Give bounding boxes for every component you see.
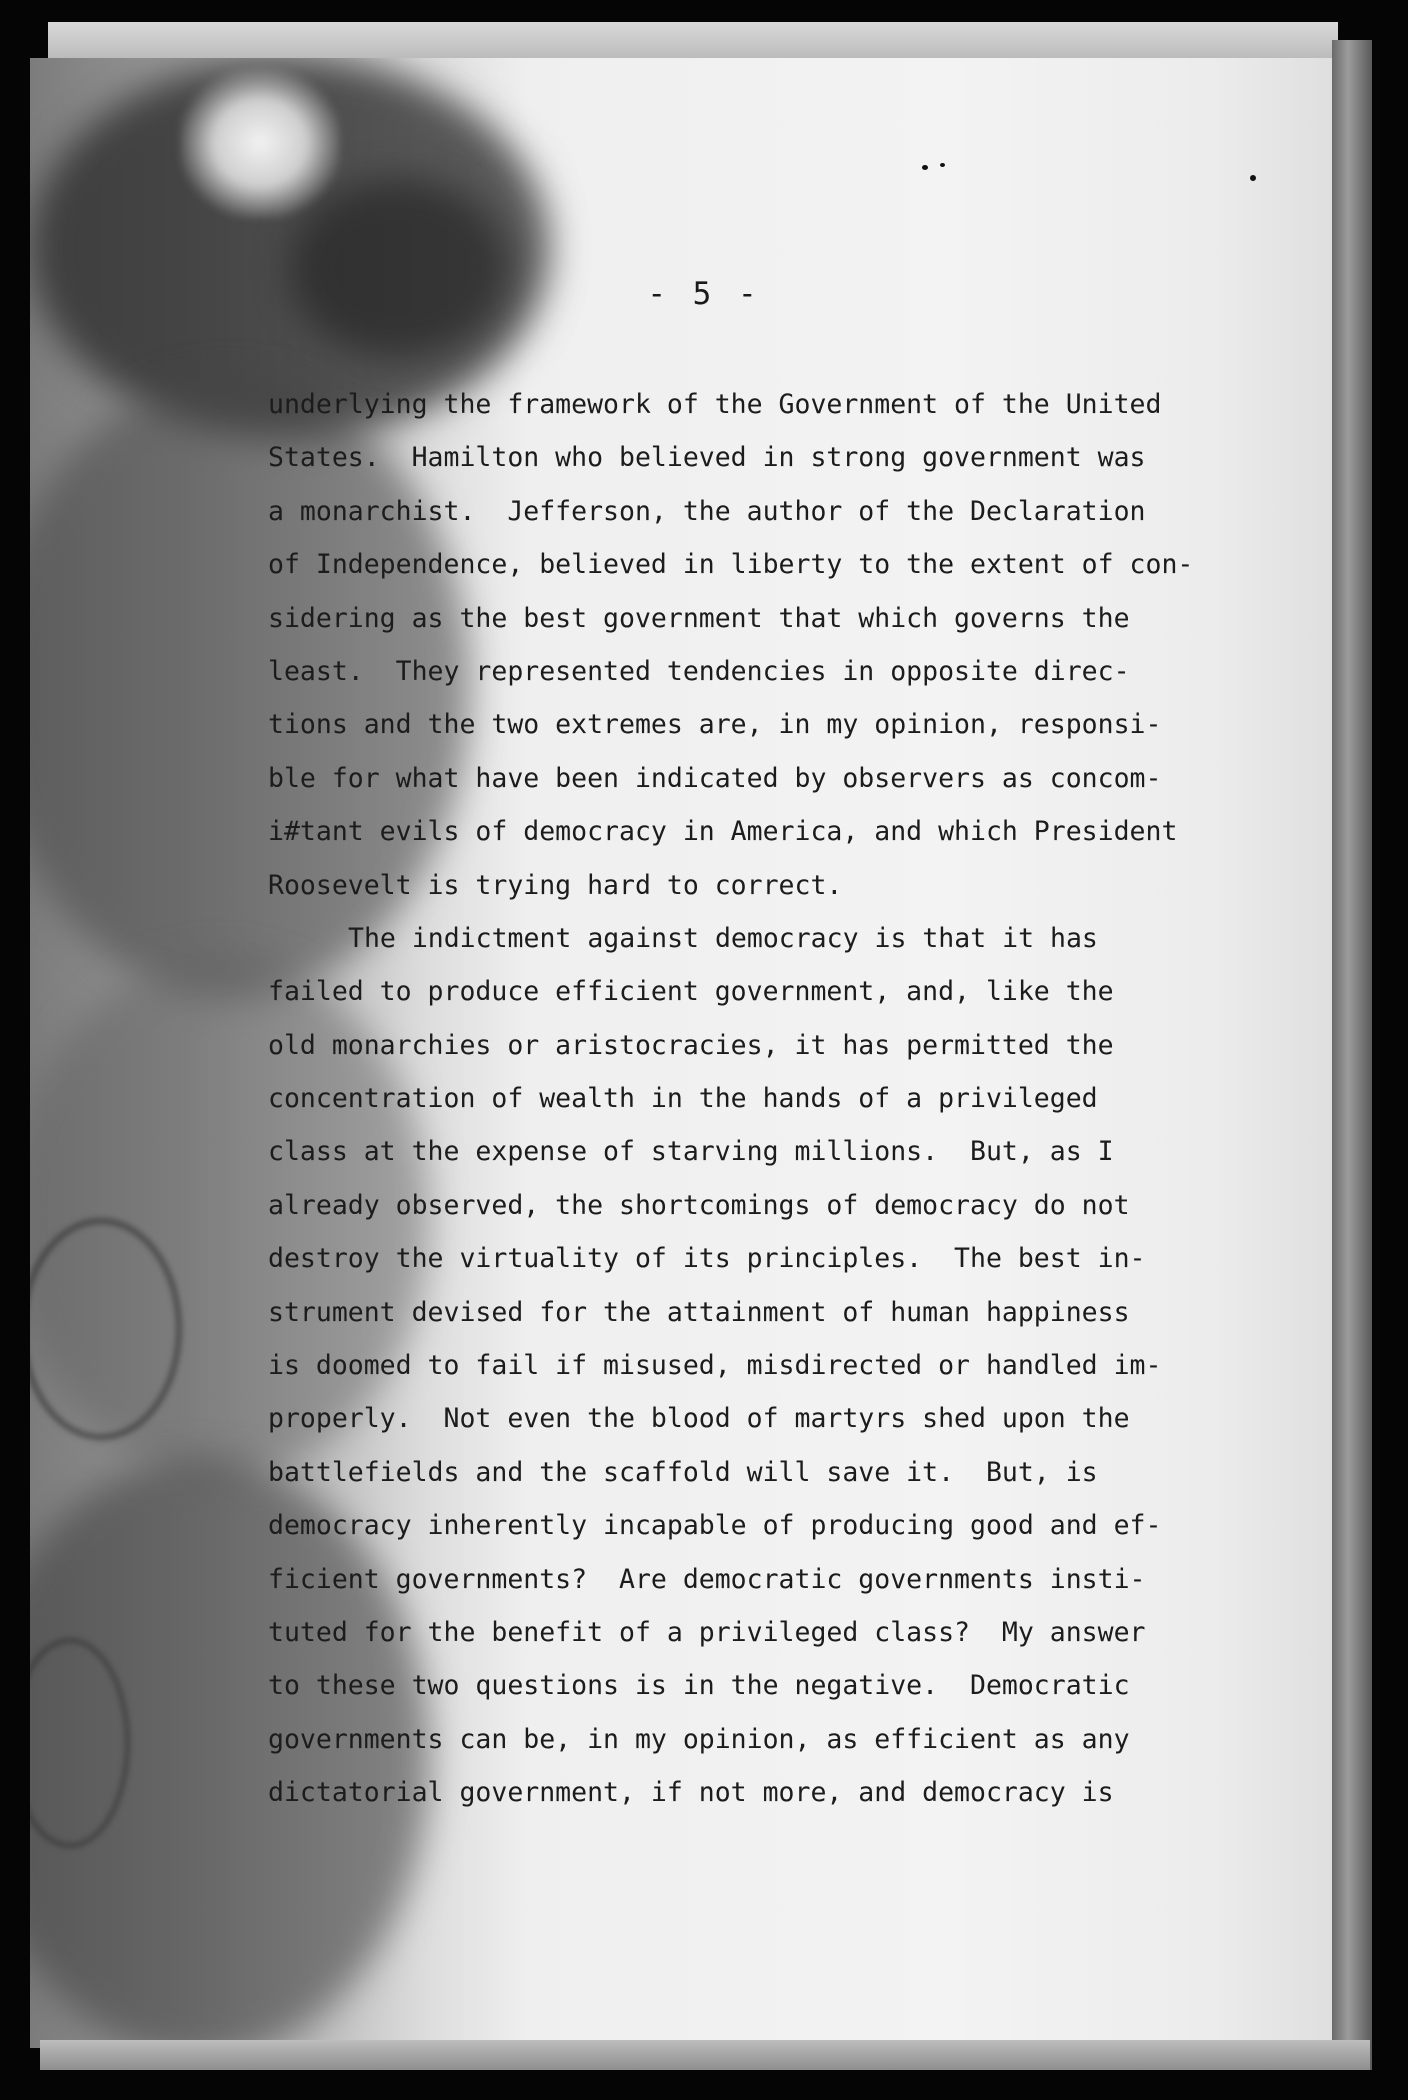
text-line: destroy the virtuality of its principles. The best in- [268, 1243, 1146, 1275]
text-line: properly. Not even the blood of martyrs shed upon the [268, 1403, 1130, 1435]
text-line: dictatorial government, if not more, and democracy is [268, 1777, 1114, 1809]
paragraph-first-line: The indictment against democracy is that it has [348, 922, 1098, 954]
text-line: tuted for the benefit of a privileged class? My answer [268, 1616, 1146, 1648]
text-line: already observed, the shortcomings of democracy do not [268, 1189, 1130, 1221]
paper-right-edge [1332, 40, 1372, 2070]
text-line: democracy inherently incapable of producing good and ef- [268, 1510, 1162, 1542]
text-line: of Independence, believed in liberty to the extent of con- [268, 549, 1194, 581]
typed-body-text [268, 378, 1268, 1820]
text-line: old monarchies or aristocracies, it has permitted the [268, 1029, 1114, 1061]
text-line: underlying the framework of the Government of the United [268, 389, 1162, 420]
text-line: ble for what have been indicated by observers as concom- [268, 762, 1162, 794]
text-line: States. Hamilton who believed in strong government was [268, 442, 1146, 474]
text-line: i#tant evils of democracy in America, and which President [268, 816, 1178, 848]
paper-tear [180, 68, 340, 218]
text-line: sidering as the best government that which governs the [268, 602, 1130, 634]
ink-speck [922, 165, 928, 170]
text-line: ficient governments? Are democratic governments insti- [268, 1563, 1146, 1595]
text-line: class at the expense of starving millions. But, as I [268, 1136, 1114, 1168]
text-line: a monarchist. Jefferson, the author of the Declaration [268, 495, 1146, 527]
text-line: least. They represented tendencies in opposite direc- [268, 655, 1130, 687]
ink-speck [940, 163, 945, 167]
text-line: is doomed to fail if misused, misdirected or handled im- [268, 1350, 1162, 1382]
paper-top-strip [48, 22, 1338, 62]
text-line: failed to produce efficient government, and, like the [268, 976, 1114, 1008]
text-line: tions and the two extremes are, in my opinion, responsi- [268, 709, 1162, 741]
page-number: - 5 - [647, 276, 761, 312]
text-line: concentration of wealth in the hands of a privileged [268, 1083, 1098, 1115]
text-line: to these two questions is in the negative. Democratic [268, 1670, 1130, 1702]
text-line: strument devised for the attainment of human happiness [268, 1296, 1130, 1328]
text-line: governments can be, in my opinion, as efficient as any [268, 1723, 1130, 1755]
text-line: battlefields and the scaffold will save it. But, is [268, 1456, 1098, 1488]
paper-bottom-strip [40, 2040, 1370, 2070]
ink-speck [1250, 175, 1256, 181]
text-line: Roosevelt is trying hard to correct. [268, 869, 843, 901]
